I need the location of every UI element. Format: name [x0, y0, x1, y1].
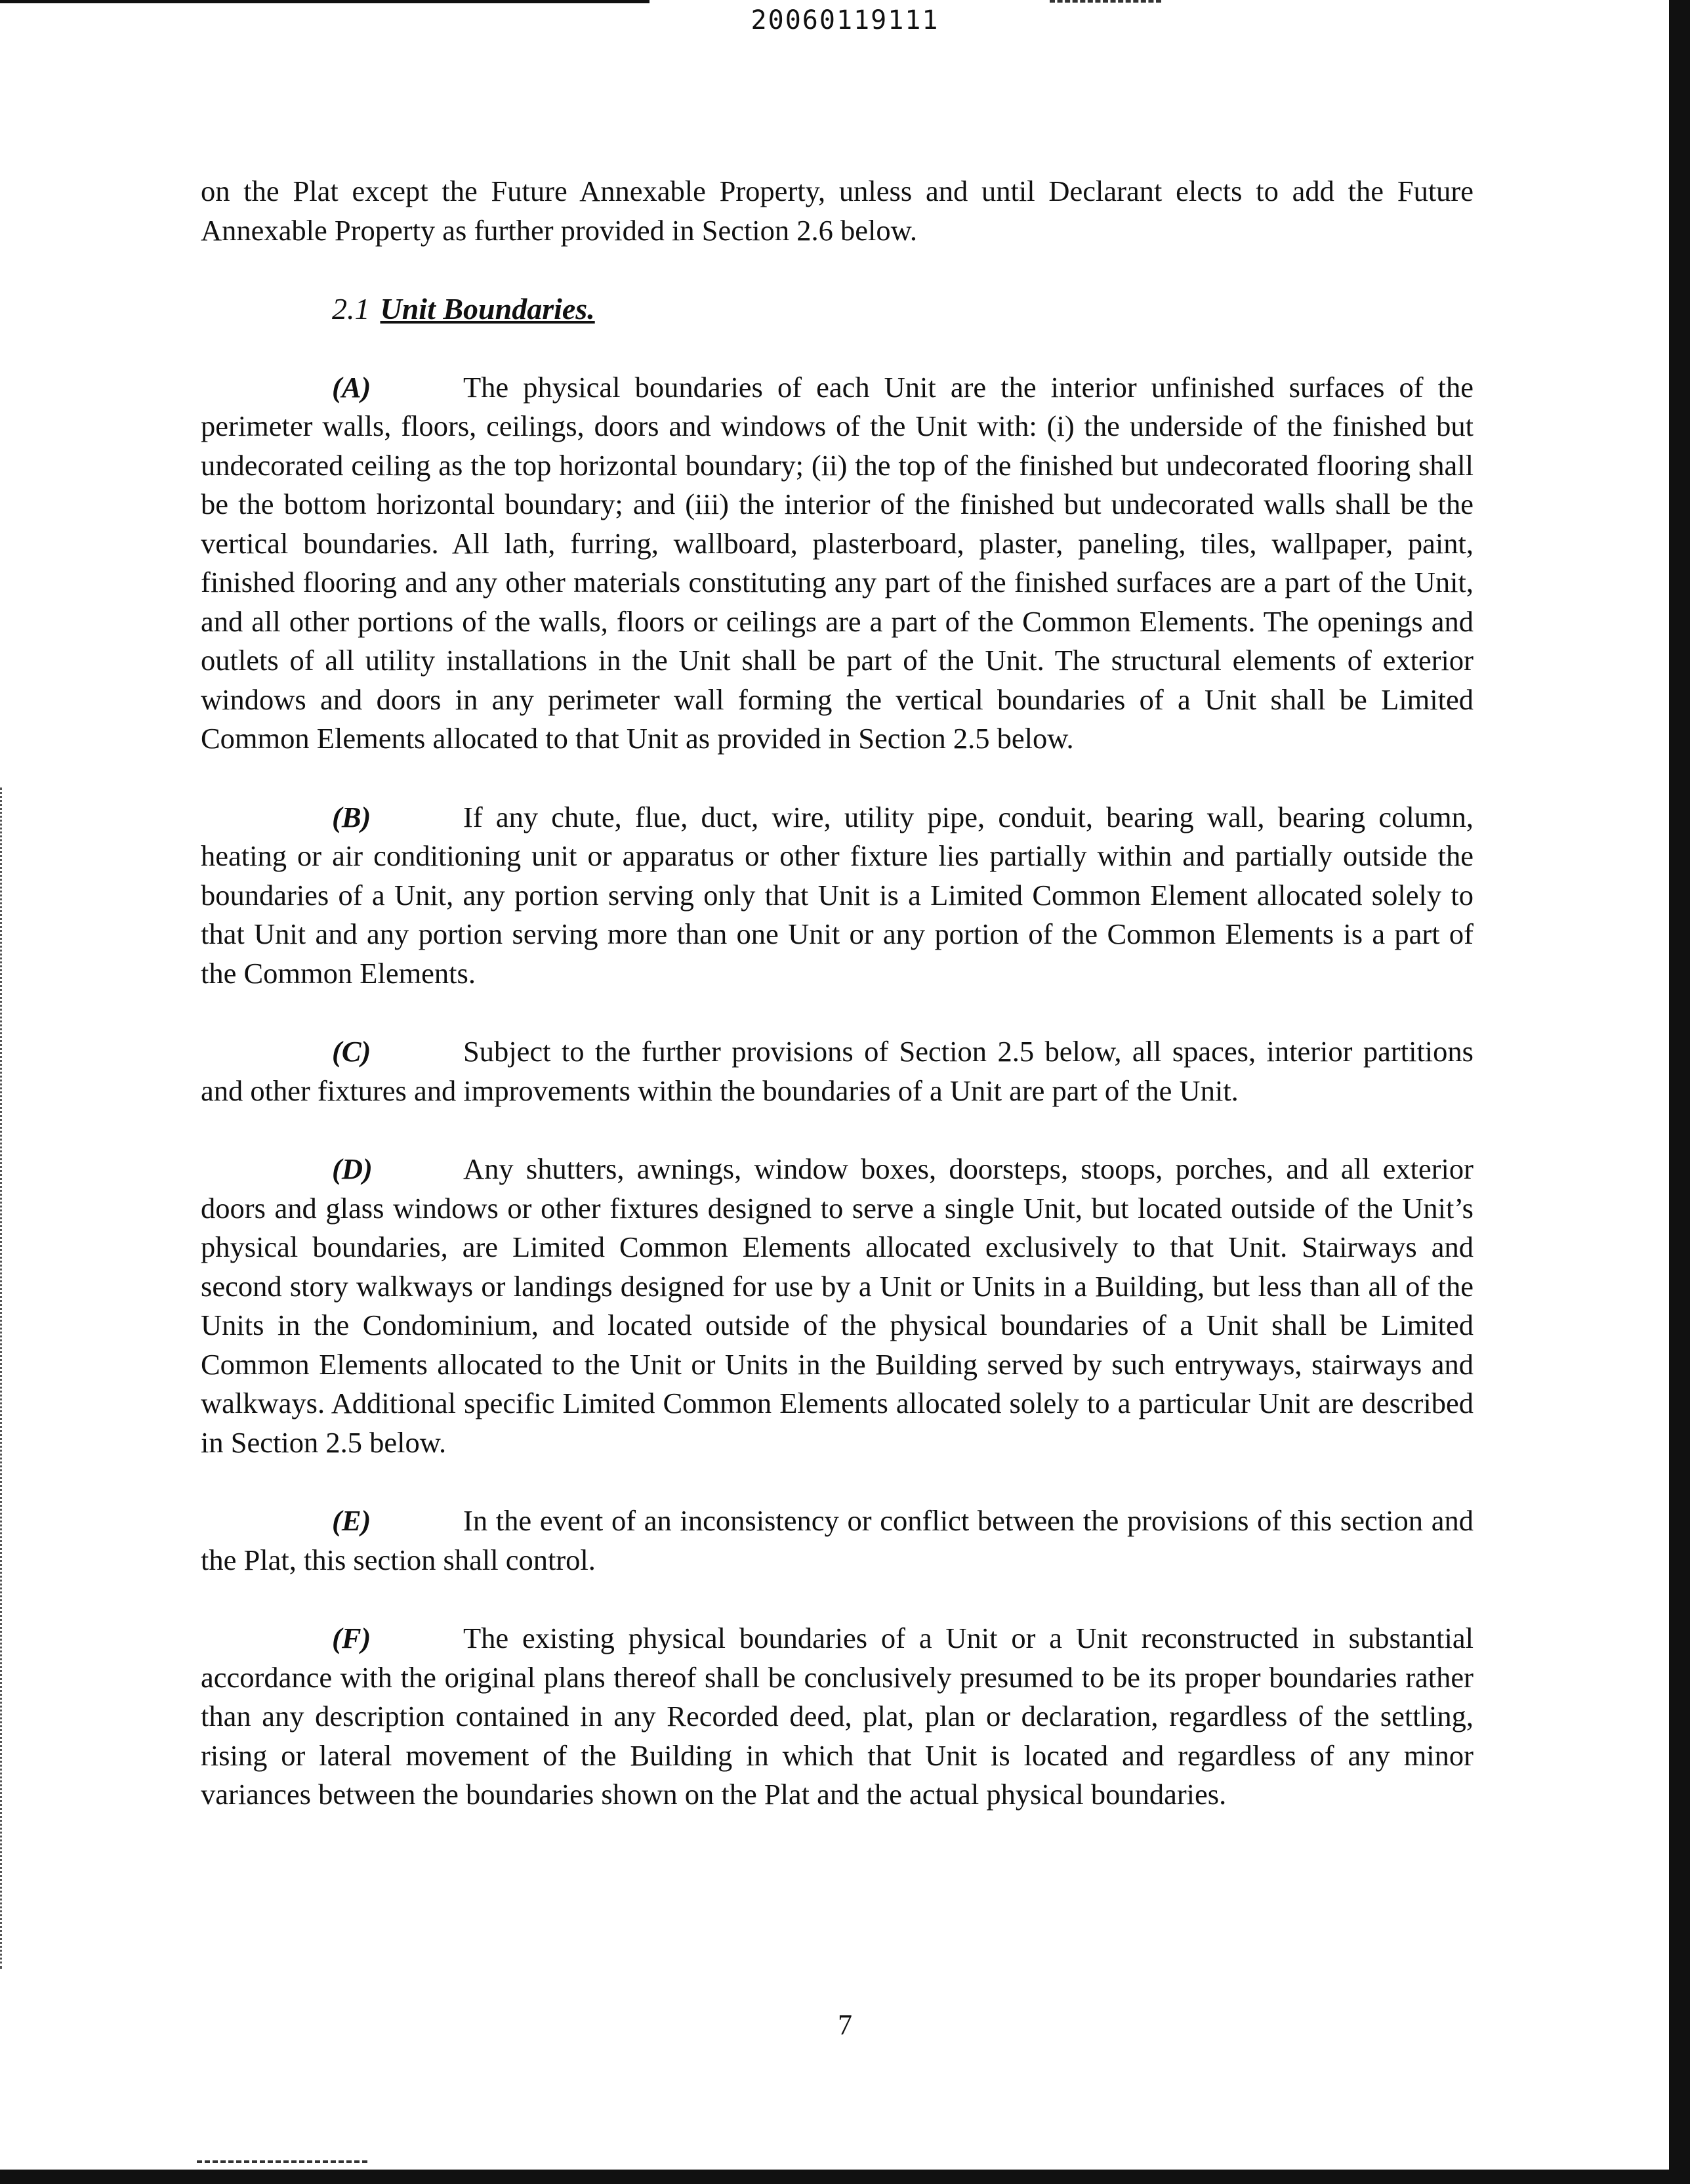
document-body [201, 172, 1474, 1854]
paragraph-label: (A) [332, 370, 371, 404]
page-number: 7 [838, 2009, 852, 2041]
paragraph-text: In the event of an inconsistency or conflict between the provisions of this section and the Plat, this section shall control. [201, 1504, 1474, 1576]
section-title: Unit Boundaries. [380, 292, 595, 326]
paragraph-label: (D) [332, 1152, 373, 1185]
section-number: 2.1 [332, 292, 370, 326]
paragraph-label: (B) [332, 800, 371, 833]
top-scan-marks [1050, 0, 1161, 5]
intro-paragraph: on the Plat except the Future Annexable Property, unless and until Declarant elects to add the Future Annexable Property as further provided in Section 2.6 below. [201, 175, 1474, 247]
paragraph-f [201, 1619, 1474, 1815]
document-id: 20060119111 [751, 5, 939, 35]
paragraph-label: (C) [332, 1035, 371, 1068]
paragraph-label: (F) [332, 1622, 371, 1654]
paragraph-d [201, 1150, 1474, 1462]
paragraph-label: (E) [332, 1504, 371, 1537]
paragraph-text: Any shutters, awnings, window boxes, doorsteps, stoops, porches, and all exterior doors and glass windows or other fixtures designed to serve a single Unit, but located outside of the Unit’s physical boundaries, are Limited Common Elements allocated exclusively to that Unit. Stairways and second story walkways or landings designed for use by a Unit or Units in a Building, but less than all of the Units in the Condominium, and located outside of the physical boundaries of a Unit shall be Limited Common Elements allocated to the Unit or Units in the Building served by such entryways, stairways and walkways. Additional specific Limited Common Elements allocated solely to a particular Unit are described in Section 2.5 below. [201, 1152, 1474, 1459]
paragraph-b [201, 798, 1474, 994]
paragraph-text: Subject to the further provisions of Section 2.5 below, all spaces, interior partitions and other fixtures and improvements within the boundaries of a Unit are part of the Unit. [201, 1035, 1474, 1107]
paragraph-e [201, 1502, 1474, 1580]
left-scan-marks [0, 788, 4, 1969]
paragraph-text: The existing physical boundaries of a Unit or a Unit reconstructed in substantial accordance with the original plans thereof shall be conclusively presumed to be its proper boundaries rather than any description contained in any Recorded deed, plat, plan or declaration, regardless of the settling, rising or lateral movement of the Building in which that Unit is located and regardless of any minor variances between the boundaries shown on the Plat and the actual physical boundaries. [201, 1622, 1474, 1811]
bottom-scan-marks [197, 2160, 367, 2163]
bottom-scan-border [0, 2170, 1690, 2184]
section-heading [201, 289, 1474, 329]
paragraph-c [201, 1032, 1474, 1110]
paragraph-a [201, 368, 1474, 759]
top-scan-rule [0, 0, 649, 3]
right-scan-border [1669, 0, 1690, 2184]
paragraph-text: The physical boundaries of each Unit are the interior unfinished surfaces of the perimeter walls, floors, ceilings, doors and windows of the Unit with: (i) the underside of the finished but undecorated ceiling as the top horizontal boundary; (ii) the top of the finished but undecorated flooring shall be the bottom horizontal boundary; and (iii) the interior of the finished but undecorated walls shall be the vertical boundaries. All lath, furring, wallboard, plasterboard, plaster, paneling, tiles, wallpaper, paint, finished flooring and any other materials constituting any part of the finished surfaces are a part of the Unit, and all other portions of the walls, floors or ceilings are a part of the Common Elements. The openings and outlets of all utility installations in the Unit shall be part of the Unit. The structural elements of exterior windows and doors in any perimeter wall forming the vertical boundaries of a Unit shall be Limited Common Elements allocated to that Unit as provided in Section 2.5 below. [201, 370, 1474, 755]
paragraph-text: If any chute, flue, duct, wire, utility pipe, conduit, bearing wall, bearing column, heating or air conditioning unit or apparatus or other fixture lies partially within and partially outside the boundaries of a Unit, any portion serving only that Unit is a Limited Common Element allocated solely to that Unit and any portion serving more than one Unit or any portion of the Common Elements is a part of the Common Elements. [201, 800, 1474, 990]
